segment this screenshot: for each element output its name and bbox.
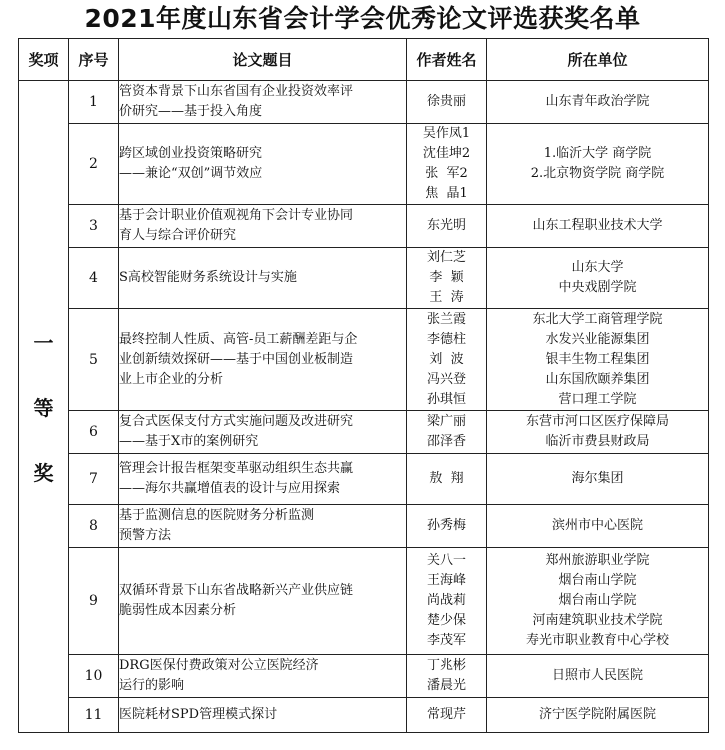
unit-name: 东营市河口区医疗保障局 <box>525 414 669 429</box>
table-row <box>19 454 709 505</box>
table-row <box>19 655 709 698</box>
unit-cell <box>487 655 709 698</box>
paper-title-line: 运行的影响 <box>119 678 185 693</box>
table-row <box>19 248 709 309</box>
document-title: 2021年度山东省会计学会优秀论文评选获奖名单 <box>84 4 641 33</box>
unit-name: 2.北京物资学院 商学院 <box>530 166 665 181</box>
author-name: 刘仁芝 <box>426 250 466 265</box>
authors-cell <box>407 698 487 733</box>
authors-cell <box>407 309 487 411</box>
unit-name: 山东青年政治学院 <box>545 94 650 109</box>
paper-title <box>119 505 407 548</box>
unit-cell <box>487 548 709 655</box>
table-row <box>19 205 709 248</box>
paper-title <box>119 454 407 505</box>
author-name: 敖 翔 <box>429 471 464 486</box>
unit-name: 山东工程职业技术大学 <box>532 218 663 233</box>
paper-title-line: 价研究——基于投入角度 <box>119 104 263 119</box>
paper-title <box>119 248 407 309</box>
paper-title-line: 最终控制人性质、高管-员工薪酬差距与企 <box>119 331 358 347</box>
author-name: 吴作凤1 <box>422 126 471 141</box>
author-name: 王海峰 <box>426 573 466 588</box>
paper-title <box>119 124 407 205</box>
authors-cell <box>407 205 487 248</box>
paper-title <box>119 205 407 248</box>
paper-title-line: ——基于X市的案例研究 <box>119 434 259 449</box>
unit-name: 水发兴业能源集团 <box>545 331 650 347</box>
header-row <box>19 39 709 81</box>
authors-cell <box>407 124 487 205</box>
paper-title-line: ——兼论“双创”调节效应 <box>119 166 263 181</box>
author-name: 楚少保 <box>426 613 466 628</box>
header-award: 奖项 <box>19 39 69 81</box>
row-number: 10 <box>69 655 119 698</box>
unit-cell <box>487 205 709 248</box>
award-label-char: 奖 <box>33 461 54 485</box>
author-name: 尚战莉 <box>426 593 466 608</box>
paper-title-line: 脆弱性成本因素分析 <box>119 603 237 618</box>
author-name: 张兰霞 <box>426 311 466 327</box>
awards-table <box>18 38 709 733</box>
row-number: 4 <box>69 248 119 309</box>
row-number: 2 <box>69 124 119 205</box>
authors-cell <box>407 81 487 124</box>
author-name: 邵泽香 <box>426 434 466 449</box>
row-number: 9 <box>69 548 119 655</box>
unit-name: 郑州旅游职业学院 <box>545 553 650 568</box>
unit-cell <box>487 309 709 411</box>
paper-title-line: 双循环背景下山东省战略新兴产业供应链 <box>119 583 354 598</box>
paper-title <box>119 698 407 733</box>
table-row <box>19 124 709 205</box>
author-name: 王 涛 <box>429 290 464 305</box>
paper-title-line: 基于监测信息的医院财务分析监测 <box>119 508 315 523</box>
paper-title-line: 育人与综合评价研究 <box>119 228 237 243</box>
paper-title-line: 基于会计职业价值观视角下会计专业协同 <box>119 208 354 223</box>
row-number: 11 <box>69 698 119 733</box>
unit-name: 日照市人民医院 <box>551 668 643 683</box>
unit-name: 山东大学 <box>571 260 624 275</box>
paper-title-line: 跨区域创业投资策略研究 <box>119 146 263 161</box>
table-row <box>19 505 709 548</box>
table-row <box>19 698 709 733</box>
author-name: 焦 晶1 <box>425 186 468 201</box>
author-name: 冯兴登 <box>426 371 466 387</box>
author-name: 沈佳坤2 <box>422 146 471 161</box>
row-number: 3 <box>69 205 119 248</box>
paper-title-line: S高校智能财务系统设计与实施 <box>119 270 297 285</box>
unit-name: 烟台南山学院 <box>558 593 637 608</box>
table-row <box>19 411 709 454</box>
unit-cell <box>487 124 709 205</box>
author-name: 李茂军 <box>426 633 466 648</box>
unit-cell <box>487 81 709 124</box>
header-authors: 作者姓名 <box>407 39 487 81</box>
unit-cell <box>487 454 709 505</box>
author-name: 东光明 <box>426 218 466 233</box>
authors-cell <box>407 454 487 505</box>
author-name: 徐贵丽 <box>426 94 466 109</box>
award-label-char: 一 <box>33 331 54 355</box>
author-name: 刘 波 <box>429 351 464 367</box>
award-label-char: 等 <box>33 396 54 420</box>
author-name: 丁兆彬 <box>426 658 466 673</box>
author-name: 孙秀梅 <box>426 518 466 533</box>
unit-name: 济宁医学院附属医院 <box>538 707 656 722</box>
unit-cell <box>487 248 709 309</box>
paper-title-line: 管理会计报告框架变革驱动组织生态共赢 <box>119 461 354 476</box>
table-row <box>19 81 709 124</box>
paper-title-line: 复合式医保支付方式实施问题及改进研究 <box>119 414 354 429</box>
unit-name: 海尔集团 <box>571 471 624 486</box>
row-number: 8 <box>69 505 119 548</box>
paper-title-line: 业创新绩效探研——基于中国创业板制造 <box>119 351 354 367</box>
paper-title <box>119 411 407 454</box>
table-row <box>19 548 709 655</box>
authors-cell <box>407 411 487 454</box>
authors-cell <box>407 655 487 698</box>
header-number: 序号 <box>69 39 119 81</box>
paper-title-line: 医院耗材SPD管理模式探讨 <box>119 707 278 722</box>
paper-title-line: 预警方法 <box>119 528 172 543</box>
authors-cell <box>407 548 487 655</box>
award-label <box>34 327 54 486</box>
authors-cell <box>407 248 487 309</box>
unit-name: 滨州市中心医院 <box>551 518 643 533</box>
author-name: 李 颖 <box>429 270 464 285</box>
unit-name: 东北大学工商管理学院 <box>532 311 663 327</box>
paper-title-line: 业上市企业的分析 <box>119 371 224 387</box>
header-unit: 所在单位 <box>487 39 709 81</box>
unit-cell <box>487 411 709 454</box>
author-name: 李德柱 <box>426 331 466 347</box>
row-number: 1 <box>69 81 119 124</box>
paper-title <box>119 309 407 411</box>
unit-name: 营口理工学院 <box>558 391 637 407</box>
unit-name: 中央戏剧学院 <box>558 280 637 295</box>
row-number: 7 <box>69 454 119 505</box>
row-number: 6 <box>69 411 119 454</box>
table-row <box>19 309 709 411</box>
award-cell <box>19 81 69 733</box>
paper-title <box>119 81 407 124</box>
unit-name: 烟台南山学院 <box>558 573 637 588</box>
paper-title-line: 管资本背景下山东省国有企业投资效率评 <box>119 84 354 99</box>
author-name: 常现芹 <box>426 707 466 722</box>
authors-cell <box>407 505 487 548</box>
paper-title-line: DRG医保付费政策对公立医院经济 <box>119 658 319 673</box>
unit-name: 寿光市职业教育中心学校 <box>525 633 669 648</box>
unit-name: 1.临沂大学 商学院 <box>543 146 652 161</box>
unit-cell <box>487 698 709 733</box>
paper-title <box>119 548 407 655</box>
unit-name: 临沂市费县财政局 <box>545 434 650 449</box>
author-name: 潘晨光 <box>426 678 466 693</box>
row-number: 5 <box>69 309 119 411</box>
paper-title-line: ——海尔共赢增值表的设计与应用探索 <box>119 481 341 496</box>
author-name: 梁广丽 <box>426 414 466 429</box>
author-name: 张 军2 <box>425 166 468 181</box>
author-name: 孙琪恒 <box>426 391 466 407</box>
header-title: 论文题目 <box>119 39 407 81</box>
unit-cell <box>487 505 709 548</box>
unit-name: 山东国欣颐养集团 <box>545 371 650 387</box>
paper-title <box>119 655 407 698</box>
author-name: 关八一 <box>426 553 466 568</box>
unit-name: 河南建筑职业技术学院 <box>532 613 663 628</box>
unit-name: 银丰生物工程集团 <box>545 351 650 367</box>
